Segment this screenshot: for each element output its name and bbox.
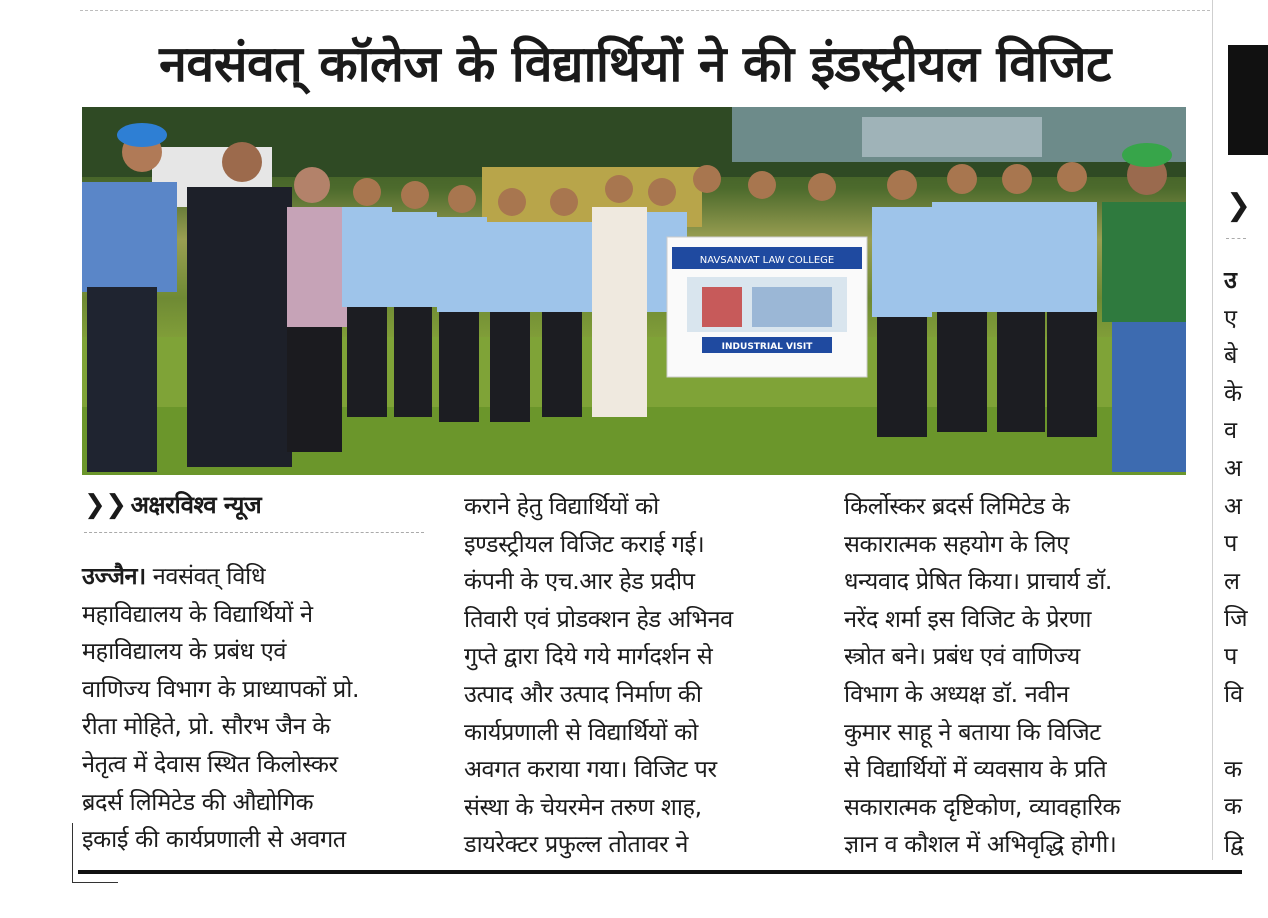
column1-line: रीता मोहिते, प्रो. सौरभ जैन के: [82, 712, 331, 741]
crop-mark: [72, 823, 73, 883]
column1-line: ब्रदर्स लिमिटेड की औद्योगिक: [82, 787, 314, 816]
fragment-line: अ: [1224, 453, 1242, 482]
column2-line: अवगत कराया गया। विजिट पर: [464, 755, 717, 784]
fragment-line: के: [1224, 378, 1243, 407]
column3-line: से विद्यार्थियों में व्यवसाय के प्रति: [844, 755, 1107, 784]
column2-line: गुप्ते द्वारा दिये गये मार्गदर्शन से: [464, 642, 713, 671]
column3-line: विभाग के अध्यक्ष डॉ. नवीन: [844, 679, 1069, 708]
headline: नवसंवत् कॉलेज के विद्यार्थियों ने की इंडस्ट्रीयल विजिट: [159, 35, 1111, 93]
college-banner: [667, 237, 867, 377]
column3-line: नरेंद शर्मा इस विजिट के प्रेरणा: [844, 604, 1092, 633]
column2-line: कंपनी के एच.आर हेड प्रदीप: [464, 567, 695, 596]
article-column-2: [464, 488, 804, 864]
adjacent-byline-rule: [1226, 238, 1246, 239]
bottom-rule: [78, 870, 1242, 874]
column3-line: सकारात्मक सहयोग के लिए: [844, 529, 1069, 558]
fragment-line: बे: [1224, 341, 1238, 370]
fragment-line: क: [1224, 792, 1243, 821]
column3-line: धन्यवाद प्रेषित किया। प्राचार्य डॉ.: [844, 567, 1112, 596]
column2-line: डायरेक्टर प्रफुल्ल तोतावर ने: [464, 830, 689, 859]
fragment-line: वि: [1224, 679, 1244, 708]
fragment-line: उ: [1224, 266, 1237, 294]
column3-line: किर्लोस्कर ब्रदर्स लिमिटेड के: [844, 492, 1070, 520]
fragment-line: [1224, 713, 1248, 751]
group-photo-illustration: [82, 107, 1186, 475]
banner-caption: INDUSTRIAL VISIT: [721, 342, 813, 352]
column1-line: महाविद्यालय के विद्यार्थियों ने: [82, 599, 313, 628]
column1-line: महाविद्यालय के प्रबंध एवं: [82, 637, 286, 666]
column3-line: ज्ञान व कौशल में अभिवृद्धि होगी।: [844, 830, 1117, 859]
column2-line: कराने हेतु विद्यार्थियों को: [464, 492, 659, 520]
adjacent-headline-fragment: [1228, 45, 1268, 155]
chevron-right-icon: ❯❯: [84, 490, 127, 520]
group-photo: [82, 107, 1186, 475]
column1-line: नवसंवत् विधि: [145, 562, 266, 590]
column1-line: नेतृत्व में देवास स्थित किलोस्कर: [82, 749, 338, 778]
article-column-1: [82, 558, 422, 859]
column2-line: संस्था के चेयरमेन तरुण शाह,: [464, 792, 702, 821]
column1-line: वाणिज्य विभाग के प्राध्यापकों प्रो.: [82, 674, 360, 703]
fragment-line: व: [1224, 416, 1238, 445]
column1-line: इकाई की कार्यप्रणाली से अवगत: [82, 825, 346, 854]
column2-line: इण्डस्ट्रीयल विजिट कराई गई।: [464, 529, 705, 558]
chevron-right-icon: ❯: [1226, 188, 1252, 223]
dateline: उज्जैन।: [82, 562, 146, 590]
fragment-line: प: [1224, 641, 1238, 670]
column3-line: कुमार साहू ने बताया कि विजिट: [844, 717, 1101, 746]
crop-mark: [72, 882, 118, 883]
column3-line: सकारात्मक दृष्टिकोण, व्यावहारिक: [844, 792, 1121, 821]
column2-line: कार्यप्रणाली से विद्यार्थियों को: [464, 717, 698, 746]
fragment-line: ल: [1224, 566, 1240, 595]
fragment-line: अ: [1224, 491, 1242, 520]
fragment-line: ए: [1224, 303, 1237, 332]
byline-text: अक्षरविश्व न्यूज: [130, 491, 262, 519]
fragment-line: जि: [1224, 604, 1248, 633]
byline: [84, 488, 261, 521]
fragment-line: प: [1224, 529, 1238, 558]
adjacent-article-fragment: [1224, 262, 1248, 864]
article-column-3: [844, 488, 1184, 864]
column-divider: [1212, 0, 1213, 860]
byline-rule: [84, 532, 424, 533]
banner-title: NAVSANVAT LAW COLLEGE: [699, 255, 835, 266]
column2-line: तिवारी एवं प्रोडक्शन हेड अभिनव: [464, 604, 733, 633]
fragment-line: द्वि: [1224, 829, 1244, 858]
top-dashed-rule: [80, 10, 1210, 11]
column2-line: उत्पाद और उत्पाद निर्माण की: [464, 679, 702, 708]
fragment-line: क: [1224, 754, 1243, 783]
column3-line: स्त्रोत बने। प्रबंध एवं वाणिज्य: [844, 642, 1080, 671]
